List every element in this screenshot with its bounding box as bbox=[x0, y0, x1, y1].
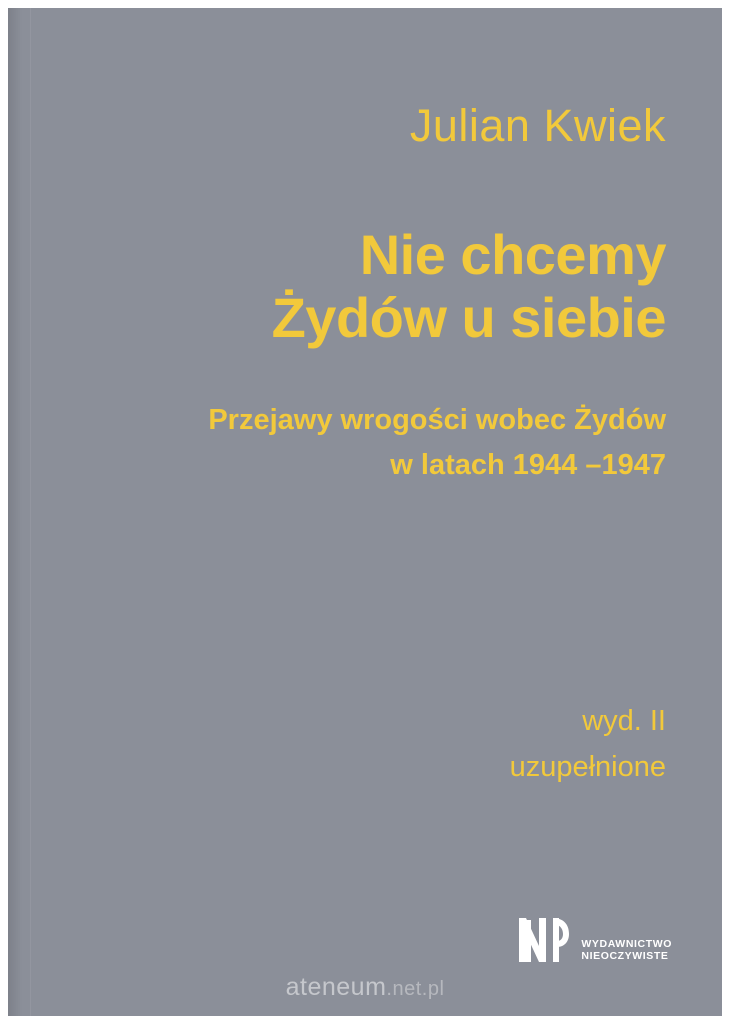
edition-line-1: wyd. II bbox=[582, 705, 666, 737]
book-subtitle bbox=[66, 398, 666, 488]
site-watermark bbox=[286, 973, 445, 1002]
cover-spine-line bbox=[30, 8, 31, 1016]
cover-edge-shadow bbox=[8, 8, 22, 1016]
n-letter-logo-icon bbox=[517, 912, 573, 964]
book-cover bbox=[8, 8, 722, 1016]
edition-line-2: uzupełnione bbox=[509, 751, 666, 784]
title-line-2: Żydów u siebie bbox=[271, 285, 666, 349]
edition-note bbox=[266, 698, 666, 791]
subtitle-line-2: w latach 1944 –1947 bbox=[390, 448, 666, 481]
book-title bbox=[66, 224, 666, 349]
publisher-name-top: WYDAWNICTWO bbox=[581, 937, 672, 950]
publisher-logo bbox=[517, 912, 672, 964]
watermark-suffix: .net.pl bbox=[386, 978, 445, 1000]
watermark-main: ateneum bbox=[285, 973, 387, 1001]
publisher-name-bottom: NIEOCZYWISTE bbox=[581, 949, 669, 962]
subtitle-line-1: Przejawy wrogości wobec Żydów bbox=[208, 404, 666, 436]
title-line-1: Nie chcemy bbox=[359, 223, 666, 286]
publisher-name bbox=[581, 938, 672, 964]
author-name: Julian Kwiek bbox=[409, 100, 666, 151]
